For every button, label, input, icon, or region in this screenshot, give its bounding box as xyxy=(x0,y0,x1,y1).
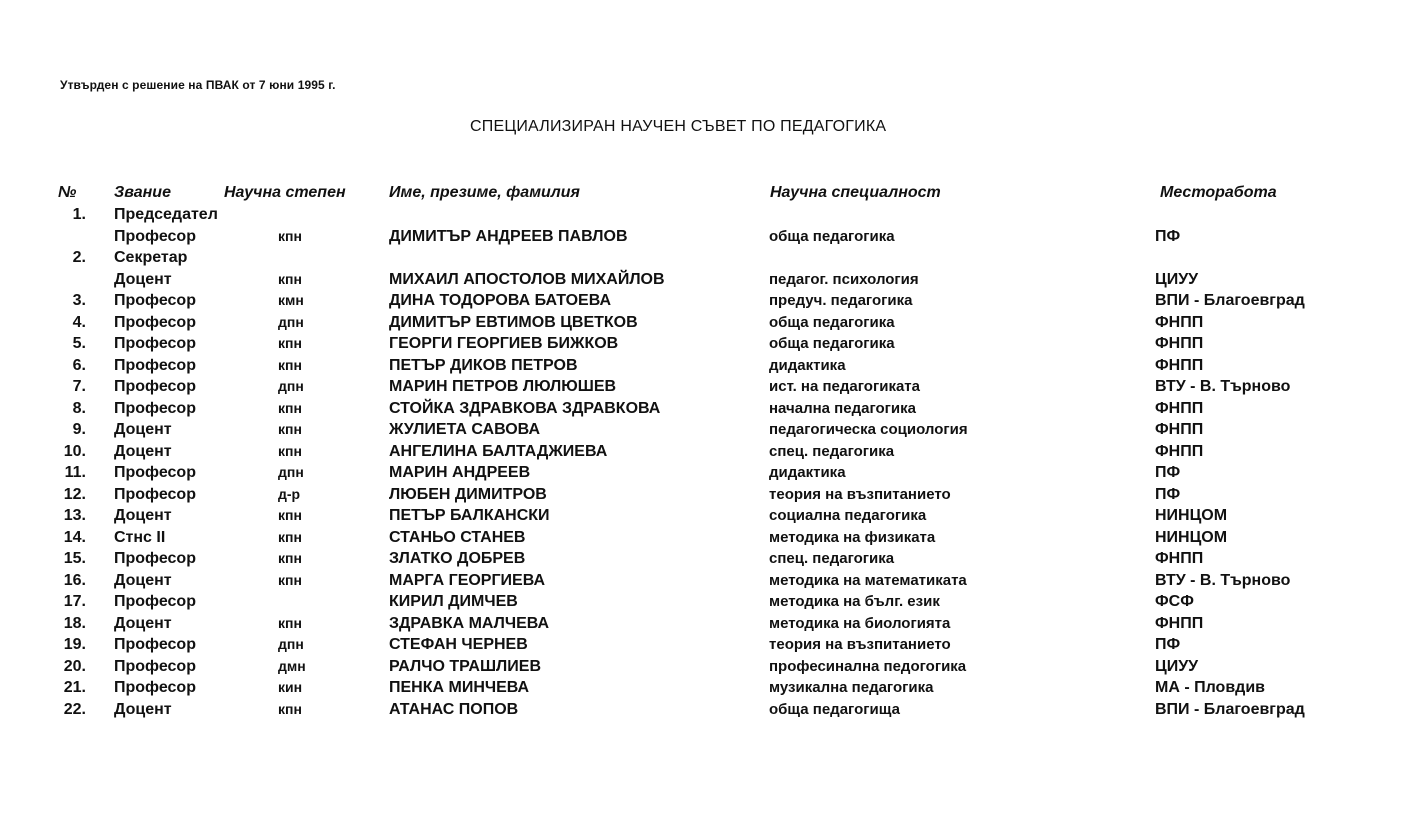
cell-specialty: педагог. психология xyxy=(769,270,919,288)
cell-specialty: спец. педагогика xyxy=(769,442,895,460)
document-title: СПЕЦИАЛИЗИРАН НАУЧЕН СЪВЕТ ПО ПЕДАГОГИКА xyxy=(470,118,887,135)
cell-specialty: обща педагогика xyxy=(769,313,895,331)
cell-number: 17. xyxy=(63,593,86,610)
cell-rank: Професор xyxy=(114,593,196,610)
cell-workplace: ВТУ - В. Търново xyxy=(1155,571,1291,589)
cell-rank: Доцент xyxy=(114,442,172,460)
header-specialty: Научна специалност xyxy=(770,184,941,201)
cell-rank: Професор xyxy=(114,313,196,331)
cell-specialty: ист. на педагогиката xyxy=(769,378,920,395)
cell-specialty: професинална педогогика xyxy=(769,657,967,675)
cell-rank: Стнс II xyxy=(114,528,166,546)
header-name: Име, презиме, фамилия xyxy=(389,184,580,201)
table-row xyxy=(0,593,1419,615)
table-row xyxy=(0,292,1419,314)
cell-rank: Професор xyxy=(114,679,196,696)
cell-specialty: методика на бълг. език xyxy=(769,593,940,610)
header-degree: Научна степен xyxy=(224,184,346,201)
cell-rank: Доцент xyxy=(114,421,172,438)
cell-number: 10. xyxy=(63,442,86,460)
cell-rank: Председател xyxy=(114,206,218,223)
cell-name: МАРГА ГЕОРГИЕВА xyxy=(389,571,546,589)
header-number: № xyxy=(58,184,77,201)
cell-number: 15. xyxy=(63,550,86,567)
cell-workplace: ФНПП xyxy=(1155,335,1204,352)
cell-workplace: ЦИУУ xyxy=(1155,657,1199,675)
cell-specialty: методика на математиката xyxy=(769,571,967,589)
cell-specialty: обща педагогика xyxy=(769,227,895,245)
cell-degree: д-р xyxy=(278,485,301,502)
cell-rank: Професор xyxy=(114,657,196,675)
cell-number: 22. xyxy=(63,700,86,718)
table-row xyxy=(0,378,1419,400)
cell-degree: кпн xyxy=(278,399,302,416)
table-row xyxy=(0,636,1419,658)
cell-name: ГЕОРГИ ГЕОРГИЕВ БИЖКОВ xyxy=(389,335,619,352)
cell-name: МИХАИЛ АПОСТОЛОВ МИХАЙЛОВ xyxy=(389,270,665,288)
cell-name: ДИМИТЪР АНДРЕЕВ ПАВЛОВ xyxy=(389,227,628,245)
table-row xyxy=(0,486,1419,508)
cell-specialty: социална педагогика xyxy=(769,507,927,524)
cell-degree: кпн xyxy=(278,550,302,566)
cell-degree: кпн xyxy=(278,421,302,437)
cell-workplace: ФНПП xyxy=(1155,356,1204,374)
cell-specialty: методика на физиката xyxy=(769,528,936,546)
cell-workplace: ФНПП xyxy=(1155,399,1204,417)
cell-number: 11. xyxy=(64,464,86,481)
cell-degree: кпн xyxy=(278,227,302,244)
cell-name: СТОЙКА ЗДРАВКОВА ЗДРАВКОВА xyxy=(389,399,661,417)
cell-number: 7. xyxy=(72,378,86,395)
cell-rank: Професор xyxy=(114,292,196,309)
cell-degree: дпн xyxy=(278,378,304,394)
cell-rank: Доцент xyxy=(114,571,172,589)
cell-workplace: МА - Пловдив xyxy=(1155,679,1265,696)
cell-number: 18. xyxy=(63,614,86,632)
table-row xyxy=(0,228,1419,250)
cell-workplace: НИНЦОМ xyxy=(1155,507,1228,524)
members-table xyxy=(0,206,1419,722)
cell-number: 19. xyxy=(63,636,86,653)
cell-name: ПЕТЪР ДИКОВ ПЕТРОВ xyxy=(389,356,578,374)
cell-rank: Доцент xyxy=(114,270,172,288)
cell-specialty: музикална педагогика xyxy=(769,679,934,696)
cell-name: ЗЛАТКО ДОБРЕВ xyxy=(389,550,526,567)
cell-number: 4. xyxy=(72,313,86,331)
cell-workplace: ФНПП xyxy=(1155,442,1204,460)
cell-workplace: ФНПП xyxy=(1155,614,1204,632)
table-row xyxy=(0,400,1419,422)
cell-specialty: дидактика xyxy=(769,356,846,374)
cell-name: АНГЕЛИНА БАЛТАДЖИЕВА xyxy=(389,442,608,460)
cell-rank: Професор xyxy=(114,485,196,503)
cell-name: ЗДРАВКА МАЛЧЕВА xyxy=(389,614,550,632)
cell-degree: кпн xyxy=(278,442,302,459)
table-row xyxy=(0,421,1419,443)
table-row xyxy=(0,679,1419,701)
cell-degree: кпн xyxy=(278,571,302,588)
cell-name: СТЕФАН ЧЕРНЕВ xyxy=(389,636,528,653)
cell-name: ЛЮБЕН ДИМИТРОВ xyxy=(389,485,547,503)
cell-degree: дпн xyxy=(278,464,304,480)
cell-name: ЖУЛИЕТА САВОВА xyxy=(389,421,540,438)
cell-number: 8. xyxy=(72,399,86,417)
cell-degree: дмн xyxy=(278,657,306,674)
cell-workplace: НИНЦОМ xyxy=(1155,528,1228,546)
cell-rank: Професор xyxy=(114,378,196,395)
cell-workplace: ФСФ xyxy=(1155,593,1194,610)
cell-number: 6. xyxy=(72,356,86,374)
cell-rank: Доцент xyxy=(114,507,172,524)
cell-rank: Доцент xyxy=(114,700,172,718)
cell-workplace: ПФ xyxy=(1155,464,1181,481)
cell-degree: кпн xyxy=(278,614,302,631)
cell-degree: кпн xyxy=(278,356,302,373)
table-row xyxy=(0,572,1419,594)
cell-workplace: ФНПП xyxy=(1155,550,1204,567)
cell-degree: кин xyxy=(278,679,303,695)
table-row xyxy=(0,550,1419,572)
cell-number: 3. xyxy=(72,292,86,309)
header-rank: Звание xyxy=(114,184,171,201)
cell-degree: кпн xyxy=(278,507,302,523)
cell-specialty: начална педагогика xyxy=(769,399,916,417)
cell-number: 9. xyxy=(72,421,86,438)
cell-workplace: ФНПП xyxy=(1155,421,1204,438)
cell-name: ДИМИТЪР ЕВТИМОВ ЦВЕТКОВ xyxy=(389,313,638,331)
cell-number: 16. xyxy=(63,571,86,589)
cell-specialty: дидактика xyxy=(769,464,846,481)
cell-rank: Професор xyxy=(114,636,196,653)
cell-specialty: теория на възпитанието xyxy=(769,636,951,653)
table-row xyxy=(0,701,1419,723)
cell-number: 20. xyxy=(63,657,86,675)
cell-rank: Професор xyxy=(114,356,196,374)
cell-specialty: спец. педагогика xyxy=(769,550,895,567)
cell-workplace: ВТУ - В. Търново xyxy=(1155,378,1291,395)
cell-name: АТАНАС ПОПОВ xyxy=(389,700,519,718)
cell-number: 12. xyxy=(63,485,86,503)
cell-specialty: педагогическа социология xyxy=(769,421,968,438)
cell-degree: кпн xyxy=(278,528,302,545)
table-row xyxy=(0,443,1419,465)
cell-name: СТАНЬО СТАНЕВ xyxy=(389,528,526,546)
cell-name: КИРИЛ ДИМЧЕВ xyxy=(389,593,518,610)
cell-rank: Професор xyxy=(114,335,196,352)
cell-workplace: ПФ xyxy=(1155,227,1181,245)
cell-workplace: ЦИУУ xyxy=(1155,270,1199,288)
cell-workplace: ПФ xyxy=(1155,485,1181,503)
cell-specialty: обща педагогика xyxy=(769,335,895,352)
cell-number: 2. xyxy=(72,249,86,266)
cell-name: ПЕНКА МИНЧЕВА xyxy=(389,679,530,696)
table-row xyxy=(0,658,1419,680)
cell-degree: дпн xyxy=(278,313,304,330)
cell-rank: Секретар xyxy=(114,249,188,266)
cell-specialty: теория на възпитанието xyxy=(769,485,951,503)
cell-degree: кпн xyxy=(278,270,302,287)
table-header xyxy=(0,184,1419,206)
approval-note: Утвърден с решение на ПВАК от 7 юни 1995 г. xyxy=(60,78,336,92)
cell-name: МАРИН ПЕТРОВ ЛЮЛЮШЕВ xyxy=(389,378,617,395)
table-row xyxy=(0,314,1419,336)
cell-degree: кпн xyxy=(278,700,302,717)
header-workplace: Месторабота xyxy=(1160,184,1277,201)
cell-name: МАРИН АНДРЕЕВ xyxy=(389,464,531,481)
table-row xyxy=(0,507,1419,529)
cell-number: 21. xyxy=(63,679,86,696)
cell-specialty: предуч. педагогика xyxy=(769,292,913,309)
table-row xyxy=(0,335,1419,357)
table-row xyxy=(0,357,1419,379)
cell-workplace: ВПИ - Благоевград xyxy=(1155,700,1305,718)
cell-number: 14. xyxy=(63,528,86,546)
cell-number: 13. xyxy=(63,507,86,524)
cell-workplace: ВПИ - Благоевград xyxy=(1155,292,1305,309)
table-row xyxy=(0,271,1419,293)
cell-rank: Професор xyxy=(114,550,196,567)
cell-rank: Професор xyxy=(114,227,196,245)
cell-name: ДИНА ТОДОРОВА БАТОЕВА xyxy=(389,292,612,309)
cell-number: 1. xyxy=(72,206,86,223)
table-row xyxy=(0,615,1419,637)
table-row xyxy=(0,206,1419,228)
cell-rank: Доцент xyxy=(114,614,172,632)
cell-workplace: ФНПП xyxy=(1155,313,1204,331)
table-row xyxy=(0,249,1419,271)
table-row xyxy=(0,529,1419,551)
cell-degree: кмн xyxy=(278,292,304,308)
cell-number: 5. xyxy=(72,335,86,352)
cell-workplace: ПФ xyxy=(1155,636,1181,653)
cell-degree: кпн xyxy=(278,335,302,351)
cell-degree: дпн xyxy=(278,636,304,652)
cell-specialty: методика на биологията xyxy=(769,614,951,632)
cell-rank: Професор xyxy=(114,464,196,481)
table-row xyxy=(0,464,1419,486)
cell-name: ПЕТЪР БАЛКАНСКИ xyxy=(389,507,550,524)
cell-rank: Професор xyxy=(114,399,196,417)
cell-name: РАЛЧО ТРАШЛИЕВ xyxy=(389,657,541,675)
cell-specialty: обща педагогища xyxy=(769,700,900,718)
